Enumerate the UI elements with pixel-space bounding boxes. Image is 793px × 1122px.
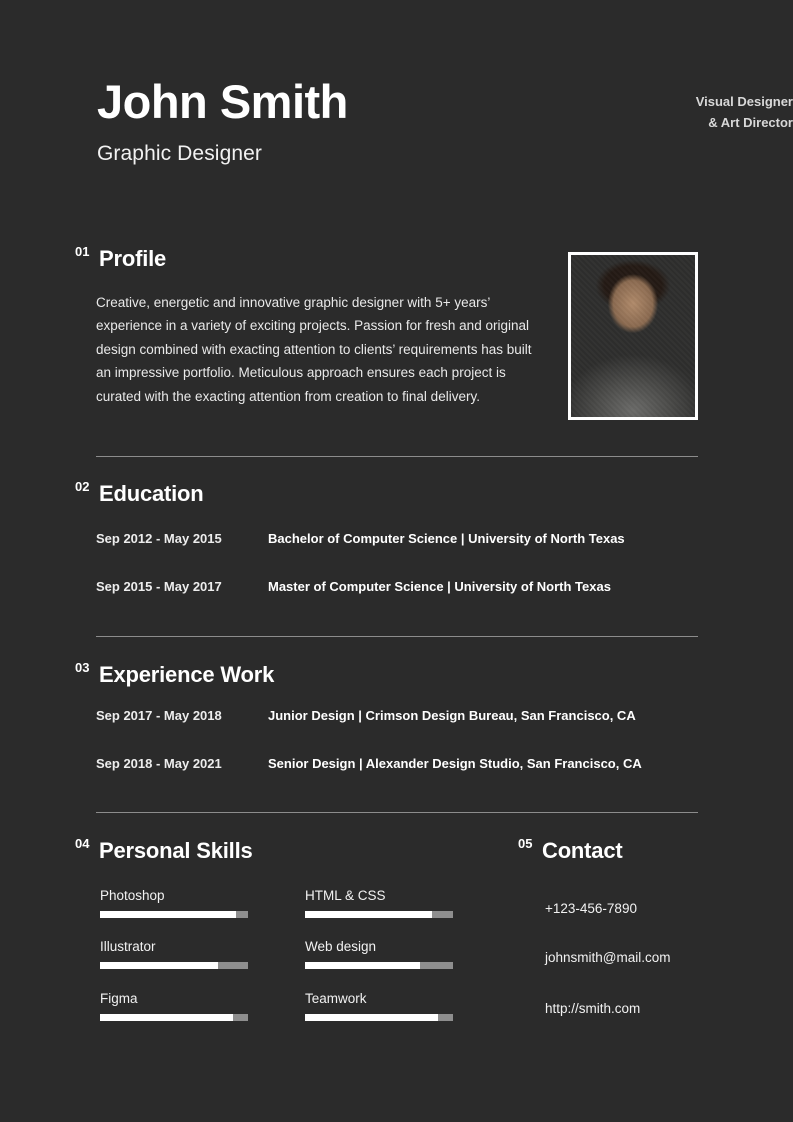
divider [96, 812, 698, 813]
skill-label: Teamwork [305, 991, 367, 1006]
skill-item [305, 939, 453, 969]
skill-label: HTML & CSS [305, 888, 386, 903]
section-heading-skills [75, 838, 253, 864]
divider [96, 636, 698, 637]
section-title: Personal Skills [99, 838, 253, 863]
entry-detail: Bachelor of Computer Science | University of North Texas [268, 531, 625, 546]
skill-bar-track [305, 962, 453, 969]
entry-detail: Master of Computer Science | University of North Texas [268, 579, 611, 594]
section-heading-education [75, 481, 204, 507]
tagline-line-1: Visual Designer [695, 94, 793, 109]
section-number: 01 [75, 244, 90, 259]
section-title: Profile [99, 246, 167, 271]
list-item [96, 579, 611, 594]
list-item [96, 531, 625, 546]
section-number: 02 [75, 479, 90, 494]
entry-dates: Sep 2012 - May 2015 [96, 531, 222, 546]
skill-bar-track [100, 911, 248, 918]
skill-bar-fill [305, 911, 432, 918]
entry-detail: Junior Design | Crimson Design Bureau, San Francisco, CA [268, 708, 636, 723]
section-number: 05 [518, 836, 533, 851]
profile-paragraph: Creative, energetic and innovative graphic designer with 5+ years’ experience in a variety of exciting projects. Passion for fresh and original design combined with exacting attention to clients’ requirements has built an impressive portfolio. Meticulous approach ensures each project is curated with the exacting attention from creation to final delivery. [96, 295, 532, 404]
skill-item [100, 991, 248, 1021]
skill-label: Photoshop [100, 888, 165, 903]
skill-bar-track [100, 1014, 248, 1021]
skill-bar-fill [100, 962, 218, 969]
entry-dates: Sep 2017 - May 2018 [96, 708, 222, 723]
section-heading-experience [75, 662, 274, 688]
avatar [568, 252, 698, 420]
skill-bar-fill [305, 962, 420, 969]
skill-label: Illustrator [100, 939, 156, 954]
list-item [96, 756, 642, 771]
section-title: Education [99, 481, 204, 506]
section-heading-contact [518, 838, 623, 864]
section-number: 03 [75, 660, 90, 675]
page-title: John Smith [97, 75, 348, 128]
skill-item [305, 888, 453, 918]
job-role: Graphic Designer [97, 141, 263, 165]
entry-dates: Sep 2015 - May 2017 [96, 579, 222, 594]
skill-bar-track [305, 911, 453, 918]
section-title: Experience Work [99, 662, 275, 687]
skill-item [100, 888, 248, 918]
skill-item [100, 939, 248, 969]
skill-label: Web design [305, 939, 377, 954]
skill-bar-fill [100, 911, 236, 918]
skill-bar-fill [100, 1014, 233, 1021]
skill-label: Figma [100, 991, 138, 1006]
list-item [96, 708, 636, 723]
entry-detail: Senior Design | Alexander Design Studio, San Francisco, CA [268, 756, 642, 771]
portrait-image [571, 255, 695, 417]
skill-bar-track [100, 962, 248, 969]
tagline [573, 92, 793, 134]
contact-email[interactable]: johnsmith@mail.com [545, 950, 671, 965]
entry-dates: Sep 2018 - May 2021 [96, 756, 222, 771]
contact-phone[interactable]: +123-456-7890 [545, 901, 637, 916]
section-title: Contact [542, 838, 623, 863]
section-heading-profile [75, 246, 166, 272]
section-number: 04 [75, 836, 90, 851]
skill-bar-fill [305, 1014, 438, 1021]
skill-bar-track [305, 1014, 453, 1021]
divider [96, 456, 698, 457]
skill-item [305, 991, 453, 1021]
contact-website[interactable]: http://smith.com [545, 1001, 641, 1016]
tagline-line-2: & Art Director [708, 114, 793, 130]
